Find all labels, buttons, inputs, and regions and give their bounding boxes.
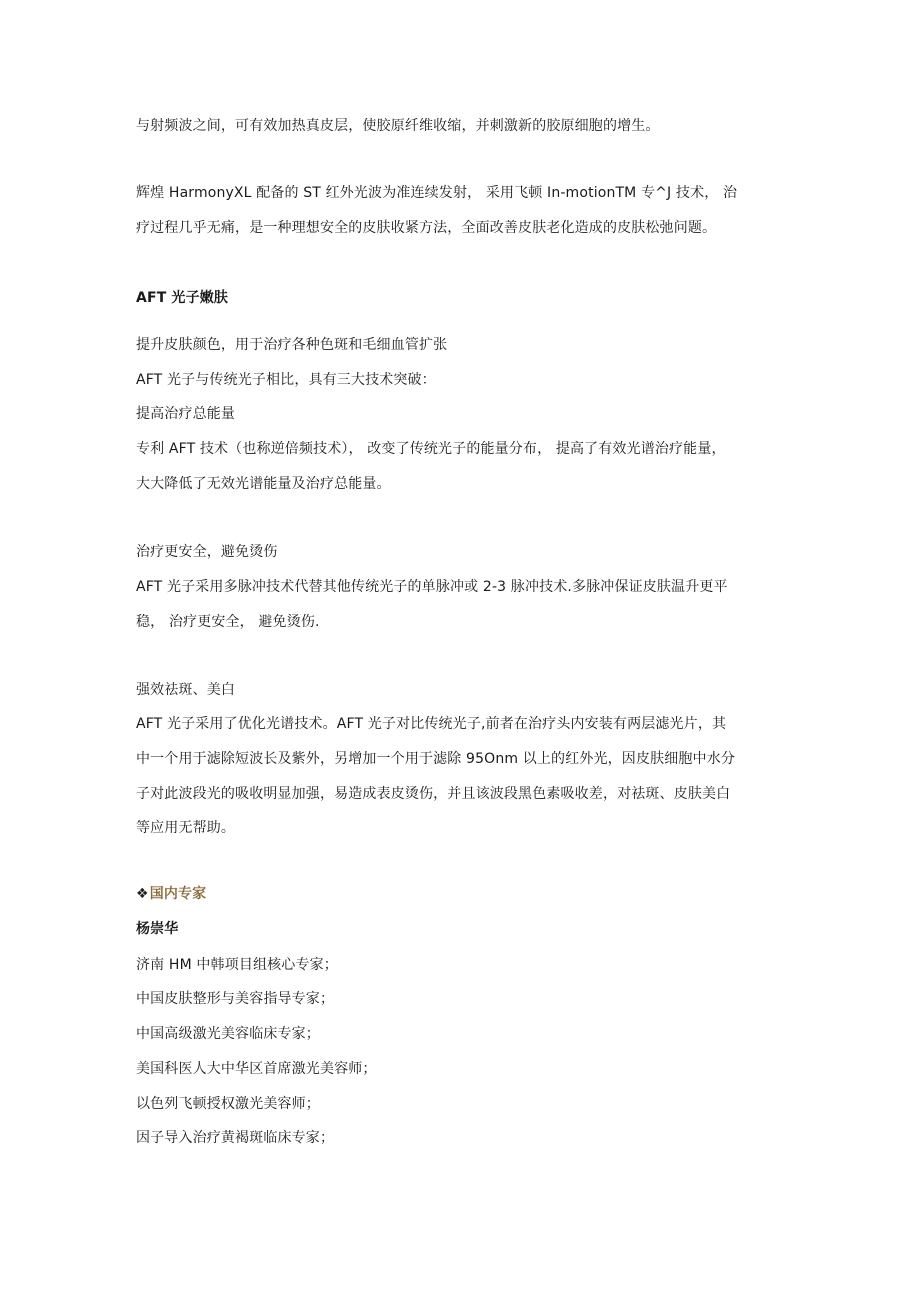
- paragraph-line: 疗过程几乎无痛，是一种理想安全的皮肤收紧方法，全面改善皮肤老化造成的皮肤松弛问题。: [136, 220, 717, 236]
- paragraph-line: 大大降低了无效光谱能量及治疗总能量。: [136, 476, 391, 492]
- paragraph-line: 专利 AFT 技术（也称逆倍频技术）， 改变了传统光子的能量分布， 提高了有效光谱治疗能量，: [136, 441, 726, 457]
- paragraph-line: 辉煌 HarmonyXL 配备的 ST 红外光波为准连续发射， 采用飞顿 In-motionTM 专^J 技术， 治: [136, 185, 738, 201]
- paragraph-line: 中一个用于滤除短波长及紫外，另增加一个用于滤除 95Onm 以上的红外光，因皮肤细胞中水分: [136, 751, 735, 767]
- point-title: 治疗更安全，避免烫伤: [136, 544, 278, 560]
- paragraph-line: 稳， 治疗更安全， 避免烫伤.: [136, 614, 320, 630]
- expert-title-item: 济南 HM 中韩项目组核心专家；: [136, 957, 338, 973]
- paragraph-line: 子对此波段光的吸收明显加强，易造成表皮烫伤，并且该波段黑色素吸收差，对祛斑、皮肤美白: [136, 786, 731, 802]
- paragraph-line: 等应用无帮助。: [136, 820, 236, 836]
- expert-title-item: 中国高级激光美容临床专家；: [136, 1026, 320, 1042]
- paragraph-line: AFT 光子采用了优化光谱技术。AFT 光子对比传统光子,前者在治疗头内安装有两层滤光片，其: [136, 716, 727, 732]
- experts-heading-label: 国内专家: [149, 886, 207, 902]
- paragraph-line: AFT 光子与传统光子相比，具有三大技术突破：: [136, 372, 436, 388]
- diamond-bullet-icon: ❖: [136, 886, 149, 902]
- paragraph-line: AFT 光子采用多脉冲技术代替其他传统光子的单脉冲或 2-3 脉冲技术.多脉冲保证皮肤温升更平: [136, 579, 728, 595]
- expert-title-item: 美国科医人大中华区首席激光美容师；: [136, 1061, 377, 1077]
- paragraph-line: 提升皮肤颜色，用于治疗各种色斑和毛细血管扩张: [136, 337, 448, 353]
- expert-title-item: 中国皮肤整形与美容指导专家；: [136, 991, 335, 1007]
- experts-heading: [136, 884, 792, 904]
- section-heading-aft: AFT 光子嫩肤: [136, 290, 229, 306]
- expert-title-item: 以色列飞顿授权激光美容师；: [136, 1096, 320, 1112]
- expert-title-item: 因子导入治疗黄褐斑临床专家；: [136, 1130, 335, 1146]
- expert-name: 杨崇华: [136, 921, 179, 937]
- point-title: 提高治疗总能量: [136, 406, 236, 422]
- point-title: 强效祛斑、美白: [136, 682, 236, 698]
- paragraph-line: 与射频波之间，可有效加热真皮层，使胶原纤维收缩，并刺激新的胶原细胞的增生。: [136, 118, 660, 134]
